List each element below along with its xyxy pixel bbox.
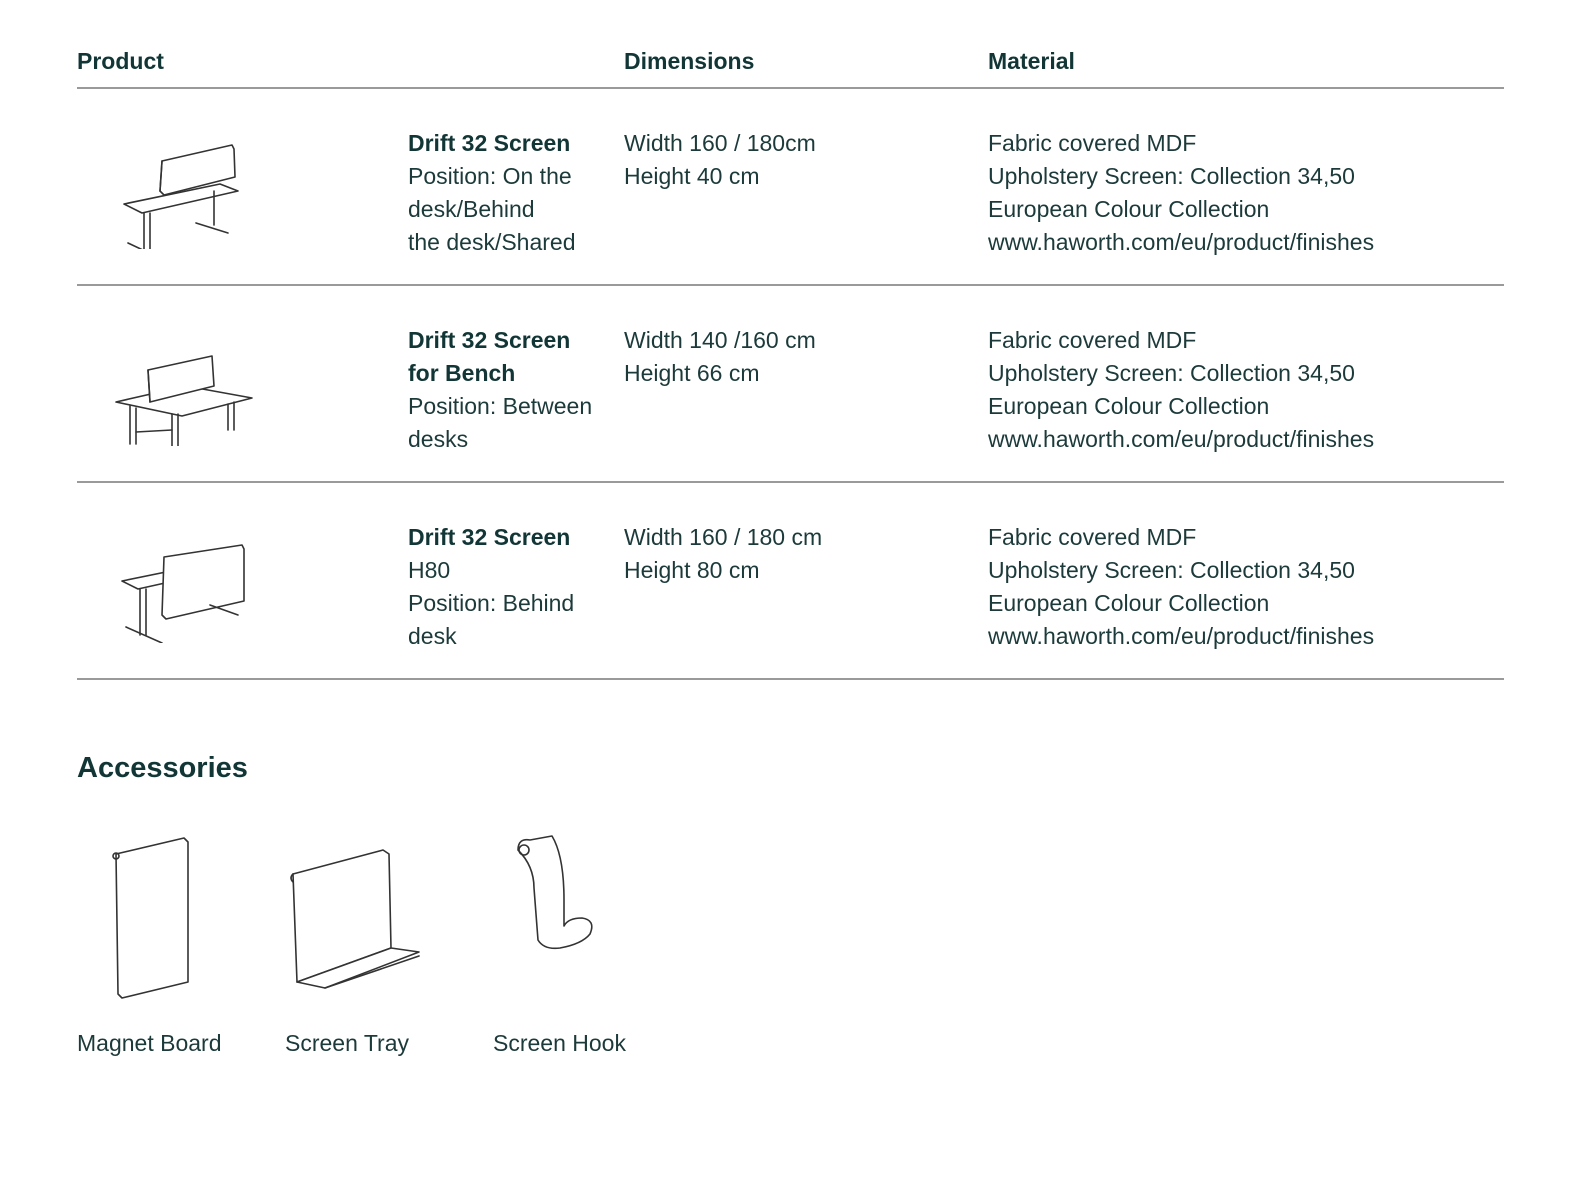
header-divider bbox=[77, 87, 1504, 89]
magnet-board-icon bbox=[108, 830, 198, 1005]
header-dimensions: Dimensions bbox=[624, 48, 755, 74]
accessory-label: Screen Hook bbox=[493, 1030, 626, 1056]
accessory-label: Magnet Board bbox=[77, 1030, 222, 1056]
product-name: Drift 32 Screen H80 Position: Behind desk bbox=[408, 524, 575, 649]
bench-desk-screen-icon bbox=[108, 326, 258, 446]
desk-with-screen-icon bbox=[110, 129, 260, 249]
screen-hook-icon bbox=[510, 830, 600, 960]
table-row bbox=[0, 495, 1578, 691]
accessory-label: Screen Tray bbox=[285, 1030, 409, 1056]
finishes-link[interactable]: www.haworth.com/eu/product/finishes bbox=[988, 426, 1375, 452]
table-row bbox=[0, 298, 1578, 494]
product-dimensions: Width 140 /160 cm Height 66 cm bbox=[624, 327, 816, 386]
finishes-link[interactable]: www.haworth.com/eu/product/finishes bbox=[988, 229, 1375, 255]
product-name: Drift 32 Screen Position: On the desk/Behind the desk/Shared bbox=[408, 130, 576, 255]
row-divider bbox=[77, 481, 1504, 483]
table-row bbox=[0, 101, 1578, 297]
product-material: Fabric covered MDF Upholstery Screen: Collection 34,50 European Colour Collection www.haworth.com/eu/product/finishes bbox=[988, 324, 1374, 456]
product-dimensions: Width 160 / 180cm Height 40 cm bbox=[624, 130, 816, 189]
desk-tall-screen-icon bbox=[110, 523, 260, 643]
product-material: Fabric covered MDF Upholstery Screen: Collection 34,50 European Colour Collection www.haworth.com/eu/product/finishes bbox=[988, 521, 1374, 653]
header-product: Product bbox=[77, 48, 164, 74]
finishes-link[interactable]: www.haworth.com/eu/product/finishes bbox=[988, 623, 1375, 649]
row-divider bbox=[77, 284, 1504, 286]
header-material: Material bbox=[988, 48, 1075, 74]
product-material: Fabric covered MDF Upholstery Screen: Collection 34,50 European Colour Collection www.haworth.com/eu/product/finishes bbox=[988, 127, 1374, 259]
product-name: Drift 32 Screen for Bench Position: Between desks bbox=[408, 327, 593, 452]
screen-tray-icon bbox=[285, 830, 435, 1000]
accessories-title: Accessories bbox=[77, 752, 248, 784]
row-divider bbox=[77, 678, 1504, 680]
product-dimensions: Width 160 / 180 cm Height 80 cm bbox=[624, 524, 823, 583]
